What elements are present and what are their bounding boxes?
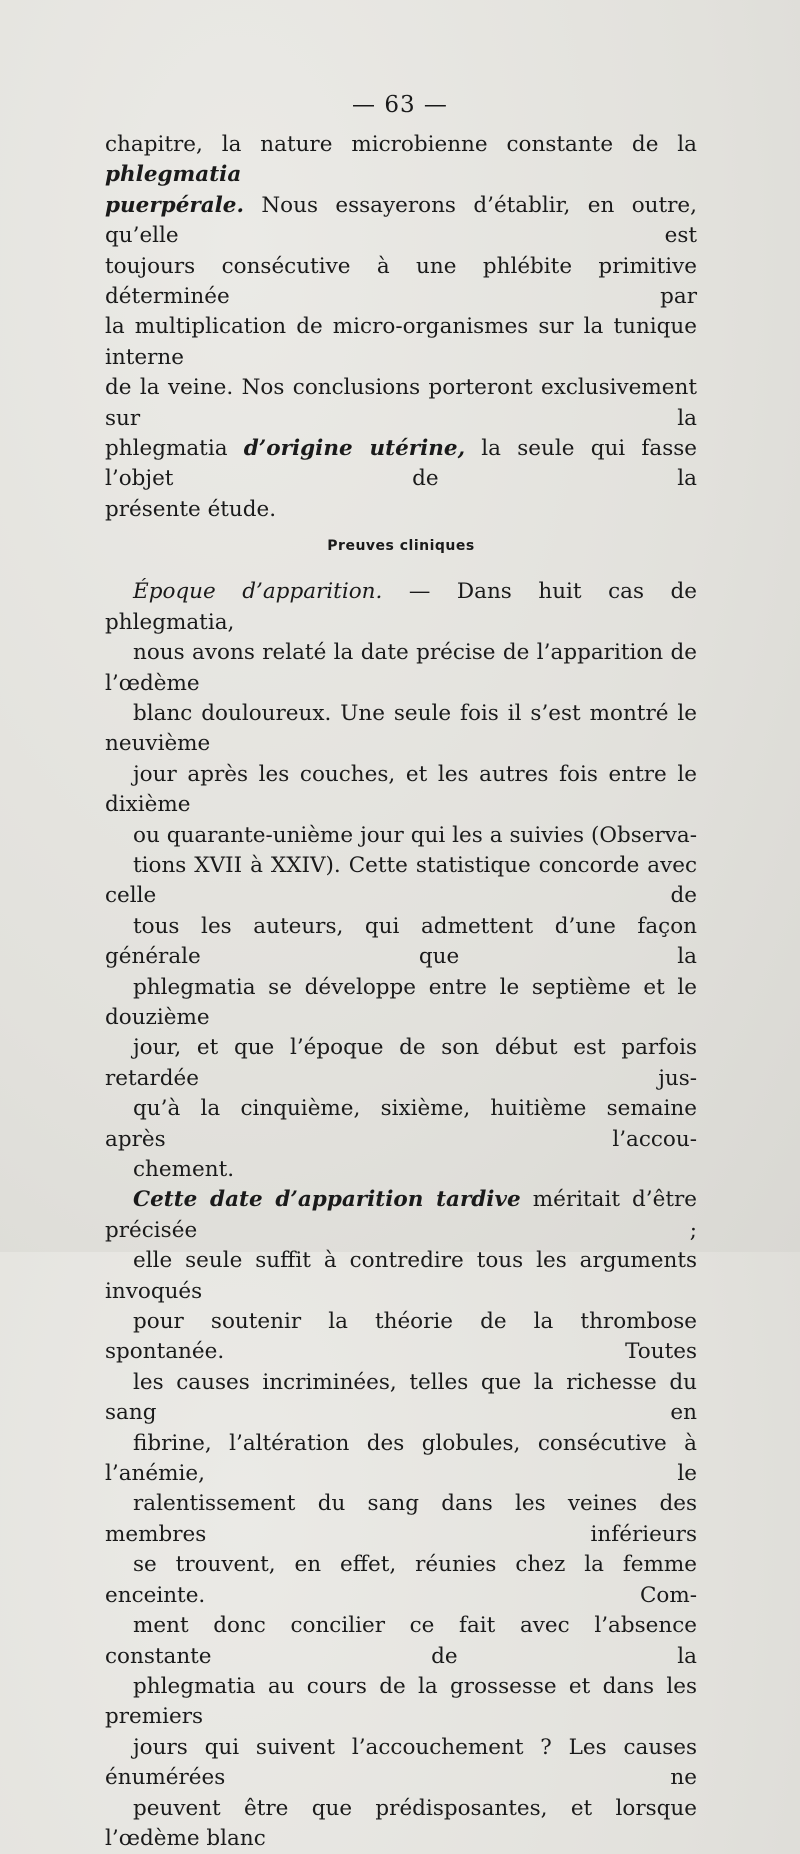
paragraph-3 <box>105 1185 697 1854</box>
text-segment: nous avons relaté la date précise de l’apparition de l’œdème <box>105 640 697 696</box>
text-line <box>105 973 697 1034</box>
text-segment: tous les auteurs, qui admettent d’une façon générale que la <box>105 913 697 970</box>
text-line <box>105 1307 697 1368</box>
text-segment: jours qui suivent l’accouchement ? Les causes énumérées ne <box>105 1734 697 1791</box>
text-line <box>105 760 697 821</box>
text-segment: chapitre, la nature microbienne constante de la <box>105 132 697 157</box>
text-line <box>105 1033 697 1094</box>
text-line <box>105 821 697 851</box>
text-line <box>105 191 697 252</box>
text-line <box>105 912 697 973</box>
text-segment: elle seule suffit à contredire tous les arguments invoqués <box>105 1248 697 1304</box>
text-line <box>105 1368 697 1429</box>
paragraph-2 <box>105 577 697 1185</box>
text-segment: pour soutenir la théorie de la thrombose spontanée. Toutes <box>105 1309 697 1365</box>
page-number: — 63 — <box>352 92 448 118</box>
emphasis-bold: puerpérale. <box>105 192 244 218</box>
emphasis-bold: Cette date d’apparition tardive <box>133 1187 521 1213</box>
text-line <box>105 1185 697 1246</box>
text-line <box>105 851 697 912</box>
emphasis-bold: d’origine utérine, <box>243 436 466 462</box>
text-segment: la seule qui fasse l’objet de la <box>105 436 697 492</box>
text-segment: ment donc concilier ce fait avec l’absence constante de la <box>105 1613 697 1669</box>
text-segment: méritait d’être précisée ; <box>105 1187 698 1243</box>
text-segment: — Dans huit cas de phlegmatia, <box>105 579 698 635</box>
text-line <box>105 699 697 760</box>
emphasis-bold: phlegmatia <box>105 162 242 188</box>
text-segment: phlegmatia au cours de la grossesse et dans les premiers <box>105 1673 697 1730</box>
text-line <box>105 638 697 699</box>
text-line <box>105 1429 697 1490</box>
text-segment: de la veine. Nos conclusions porteront exclusivement sur la <box>105 375 697 431</box>
text-segment: les causes incriminées, telles que la richesse du sang en <box>105 1369 697 1426</box>
text-line <box>105 1672 697 1733</box>
text-segment: ou quarante-unième jour qui les a suivies (Observa- <box>133 822 697 848</box>
text-segment: qu’à la cinquième, sixième, huitième semaine après l’accou- <box>105 1096 697 1152</box>
text-segment: peuvent être que prédisposantes, et lorsque l’œdème blanc <box>105 1795 697 1851</box>
section-heading: Preuves cliniques <box>327 538 475 555</box>
text-line <box>105 1550 697 1611</box>
text-segment: phlegmatia se développe entre le septième et le douzième <box>105 974 697 1030</box>
body-text <box>105 130 697 1854</box>
text-line <box>105 1155 697 1185</box>
text-line <box>105 1094 697 1155</box>
text-line <box>105 130 697 191</box>
text-line <box>105 1794 697 1854</box>
text-segment: présente étude. <box>105 496 277 522</box>
text-segment: chement. <box>133 1157 235 1182</box>
text-line <box>105 373 697 434</box>
paragraph-1 <box>105 130 697 525</box>
text-line <box>105 1489 697 1550</box>
text-segment: tions XVII à XXIV). Cette statistique concorde avec celle de <box>105 852 697 909</box>
text-segment: ralentissement du sang dans les veines des membres inférieurs <box>105 1491 697 1547</box>
text-line <box>105 312 697 373</box>
text-line <box>105 1611 697 1672</box>
text-segment: jour après les couches, et les autres fois entre le dixième <box>105 761 697 818</box>
text-line <box>105 1733 697 1794</box>
text-line <box>105 577 697 638</box>
text-line <box>105 434 697 495</box>
text-segment: se trouvent, en effet, réunies chez la femme enceinte. Com- <box>105 1552 697 1608</box>
text-segment: blanc douloureux. Une seule fois il s’est montré le neuvième <box>105 700 697 757</box>
text-segment: phlegmatia <box>105 436 244 462</box>
text-segment: fibrine, l’altération des globules, consécutive à l’anémie, le <box>105 1430 697 1487</box>
text-segment: la multiplication de micro-organismes sur la tunique interne <box>105 314 697 370</box>
text-segment: jour, et que l’époque de son début est parfois retardée jus- <box>105 1035 697 1091</box>
text-line <box>105 252 697 313</box>
text-segment: Nous essayerons d’établir, en outre, qu’elle est <box>105 192 697 249</box>
text-line <box>105 1246 697 1307</box>
text-line <box>105 495 697 525</box>
emphasis: Époque d’apparition. <box>133 579 383 605</box>
text-segment: toujours consécutive à une phlébite primitive déterminée par <box>105 253 697 310</box>
